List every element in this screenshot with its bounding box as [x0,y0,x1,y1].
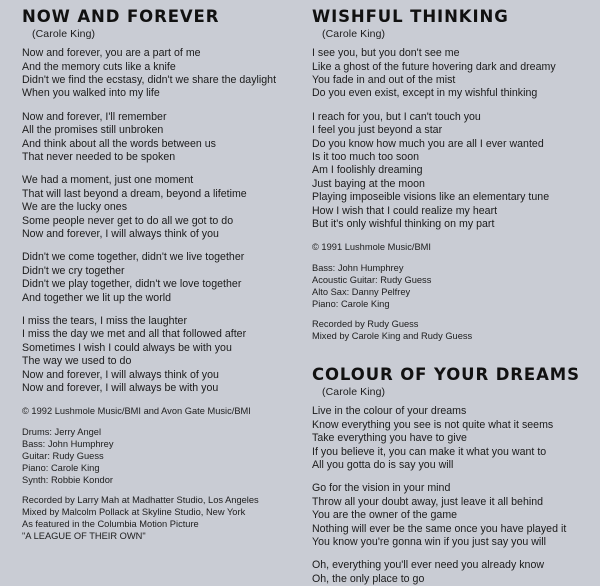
lyric-line: Didn't we find the ecstasy, didn't we share the daylight [22,73,277,86]
lyric-line: We are the lucky ones [22,201,128,214]
lyric-line: Didn't we come together, didn't we live together [22,251,245,264]
lyric-line: Didn't we play together, didn't we love together [22,278,242,291]
lyric-line: Do you even exist, except in my wishful thinking [312,87,538,100]
lyric-line: Now and forever, you are a part of me [22,47,201,60]
lyric-line: And together we lit up the world [22,291,172,304]
lyric-line: We had a moment, just one moment [22,174,194,187]
credit-line: Guitar: Rudy Guess [22,450,104,461]
lyric-line: Am I foolishly dreaming [312,164,423,177]
lyric-line: Now and forever, I will always think of you [22,228,219,241]
credit-line: Bass: John Humphrey [312,262,404,273]
lyric-line: Like a ghost of the future hovering dark and dreamy [312,60,556,73]
lyric-line: Playing imposeible visions like an elementary tune [312,191,550,204]
lyric-stanza [22,47,288,101]
musician-credits [312,262,586,310]
song-colour-of-your-dreams [312,366,586,586]
lyric-line: Now and forever, I'll remember [22,110,167,123]
song-title: WISHFUL THINKING [312,7,509,26]
lyric-line: But it's only wishful thinking on my part [312,218,495,231]
lyric-line: I miss the tears, I miss the laughter [22,315,188,328]
credit-line: Piano: Carole King [22,462,100,473]
lyric-line: Take everything you have to give [312,432,467,445]
left-column [0,8,300,585]
lyric-line: And the memory cuts like a knife [22,60,176,73]
lyric-stanza [22,251,288,305]
lyric-line: You know you're gonna win if you just say you will [312,535,547,548]
lyric-line: If you believe it, you can make it what you want to [312,445,547,458]
lyric-stanza [22,174,288,241]
lyric-line: Know everything you see is not quite what it seems [312,418,554,431]
lyric-stanza [22,315,288,395]
song-writer-credit: (Carole King) [322,28,386,41]
right-column [300,8,600,585]
lyric-line: You fade in and out of the mist [312,73,456,86]
lyric-line: Oh, everything you'll ever need you already know [312,559,545,572]
credit-line: Piano: Carole King [312,298,390,309]
lyric-stanza [312,559,586,586]
musician-credits [22,426,288,486]
lyric-line: When you walked into my life [22,87,160,100]
production-credits [22,494,288,542]
credit-line: Mixed by Malcolm Pollack at Skyline Studio, New York [22,507,246,518]
lyric-line: Is it too much too soon [312,150,420,163]
credit-line: Acoustic Guitar: Rudy Guess [312,274,432,285]
credit-line: As featured in the Columbia Motion Picture [22,519,199,530]
credit-line: Recorded by Rudy Guess [312,319,419,329]
lyric-stanza [22,111,288,165]
lyric-line: And think about all the words between us [22,137,216,150]
credit-line: "A LEAGUE OF THEIR OWN" [22,531,146,542]
lyric-line: You are the owner of the game [312,509,458,522]
credit-line: Recorded by Larry Mah at Madhatter Studio, Los Angeles [22,495,259,506]
song-title: NOW AND FOREVER [22,7,220,26]
lyric-line: That will last beyond a dream, beyond a lifetime [22,187,247,200]
lyric-line: Just baying at the moon [312,177,425,190]
song-wishful-thinking [312,8,586,342]
copyright-notice: © 1992 Lushmole Music/BMI and Avon Gate Music/BMI [22,406,251,417]
lyric-line: I miss the day we met and all that followed after [22,328,247,341]
lyric-line: Sometimes I wish I could always be with you [22,341,232,354]
lyric-line: How I wish that I could realize my heart [312,204,498,217]
lyric-line: Nothing will ever be the same once you have played it [312,522,567,535]
credit-line: Synth: Robbie Kondor [22,475,113,486]
lyric-line: I reach for you, but I can't touch you [312,110,481,123]
lyric-line: Go for the vision in your mind [312,482,451,495]
lyric-line: Now and forever, I will always be with you [22,382,219,395]
song-now-and-forever [22,8,288,543]
credit-line: Drums: Jerry Angel [22,426,102,437]
lyric-stanza [312,111,586,232]
lyric-stanza [312,47,586,101]
lyric-line: Do you know how much you are all I ever wanted [312,137,544,150]
lyric-line: The way we used to do [22,355,132,368]
credit-line: Bass: John Humphrey [22,438,114,449]
lyric-line: Some people never get to do all we got to do [22,214,234,227]
section-spacer [312,350,586,366]
lyric-line: I see you, but you don't see me [312,47,460,60]
credit-line: Alto Sax: Danny Pelfrey [312,286,411,297]
credit-line: Mixed by Carole King and Rudy Guess [312,331,473,342]
lyric-line: Now and forever, I will always think of you [22,368,219,381]
lyric-line: Live in the colour of your dreams [312,405,467,418]
lyric-line: That never needed to be spoken [22,150,176,163]
lyric-line: Didn't we cry together [22,264,125,277]
song-title: COLOUR OF YOUR DREAMS [312,365,580,385]
lyric-line: All you gotta do is say you will [312,458,454,471]
song-writer-credit: (Carole King) [322,386,386,399]
lyric-line: Oh, the only place to go [312,572,425,585]
song-writer-credit: (Carole King) [32,28,96,41]
lyric-line: Throw all your doubt away, just leave it all behind [312,495,544,508]
copyright-notice: © 1991 Lushmole Music/BMI [312,242,431,253]
production-credits [312,318,586,342]
lyric-line: All the promises still unbroken [22,124,164,137]
lyric-stanza [312,482,586,549]
lyric-line: I feel you just beyond a star [312,124,443,137]
lyric-stanza [312,405,586,472]
